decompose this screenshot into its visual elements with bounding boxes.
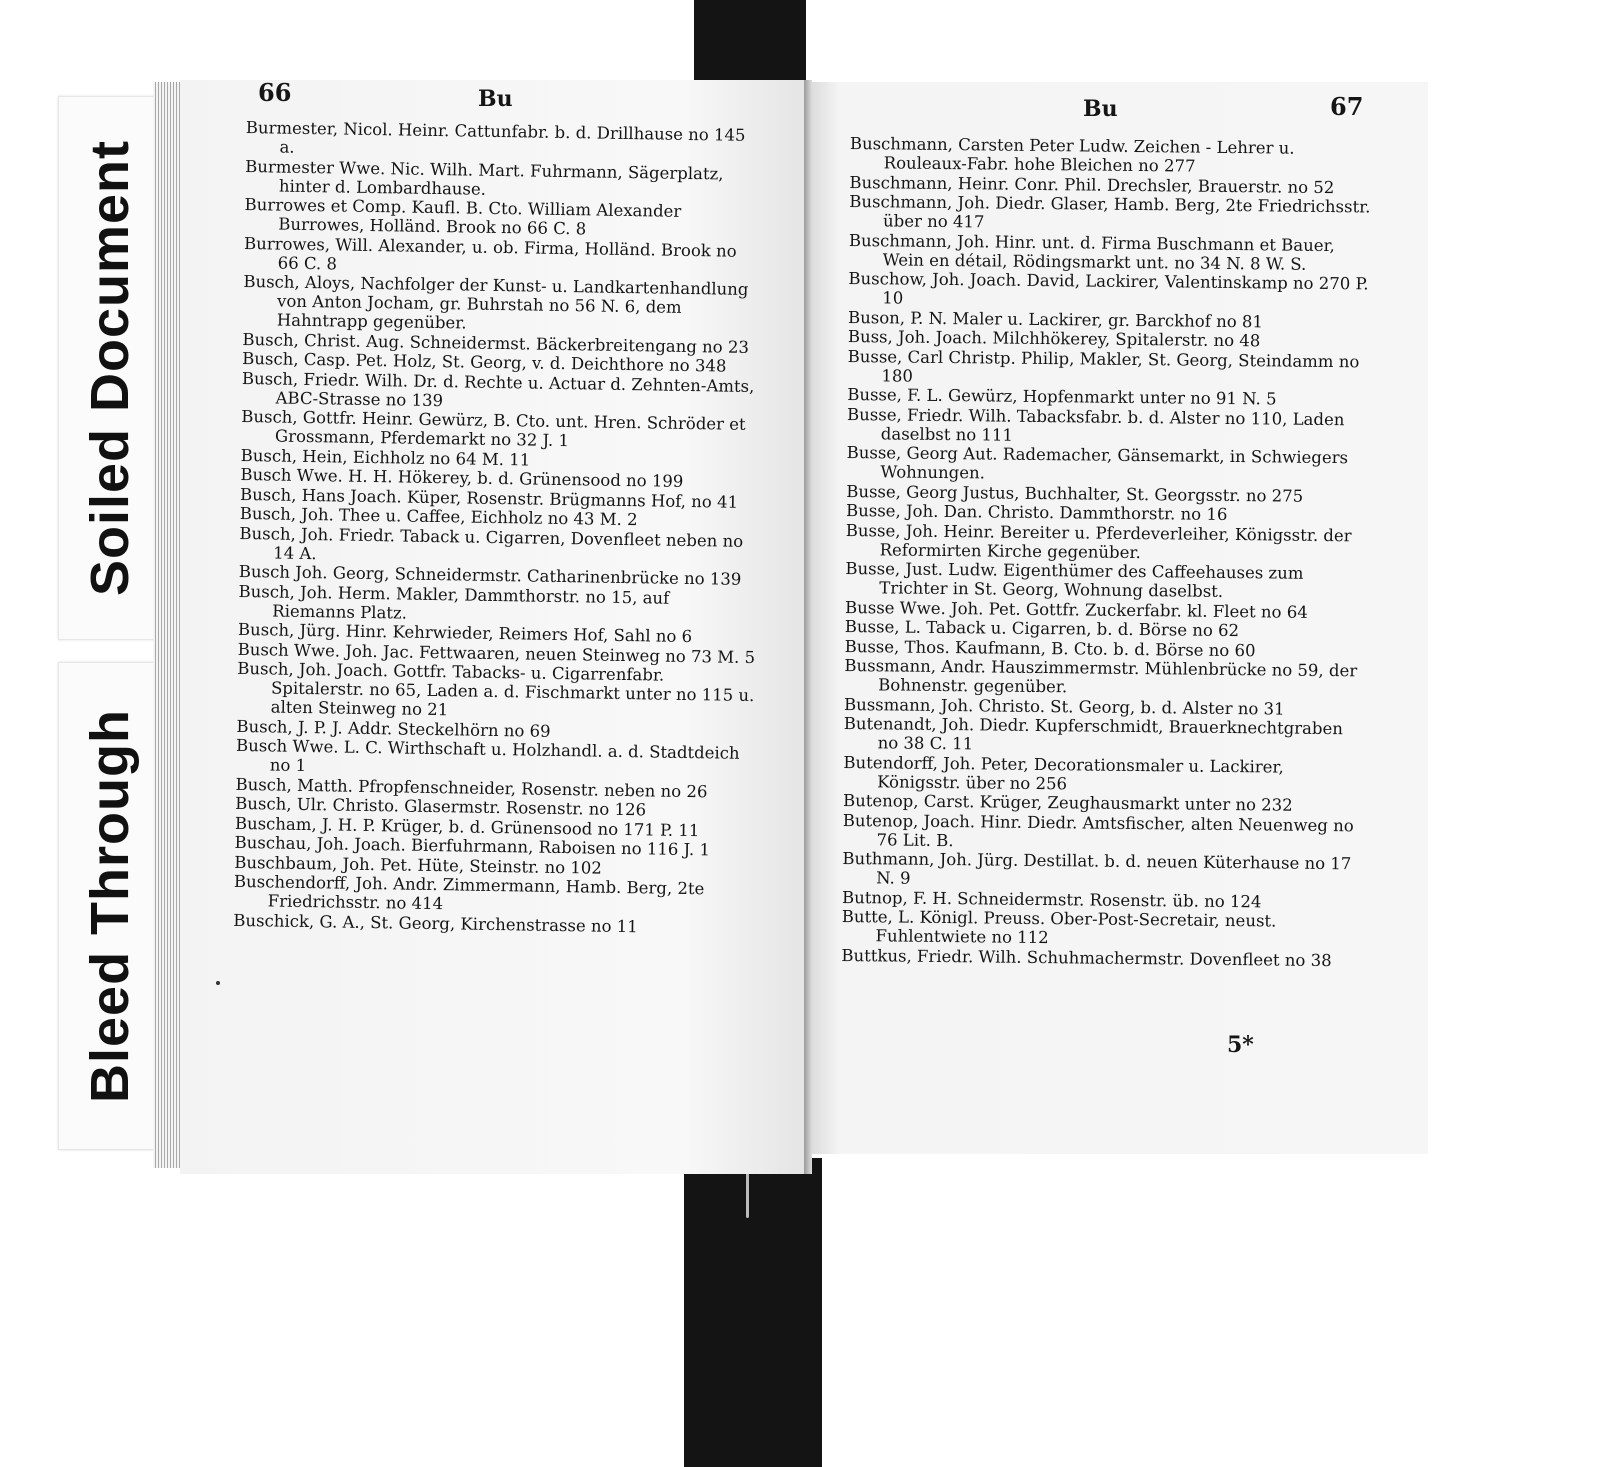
directory-entry: Buschow, Joh. Joach. David, Lackirer, Valentinskamp no 270 P. 10 [848,268,1369,308]
directory-entry: Buschmann, Joh. Hinr. unt. d. Firma Buschmann et Bauer, Wein en détail, Rödingsmarkt unt. no 34 N. 8 W. S. [848,230,1335,274]
left-page-header: Bu [478,86,513,112]
directory-entry: Buscham, J. H. P. Krüger, b. d. Grünensood no 171 P. 11 [234,813,700,840]
directory-entry: Burrowes, Will. Alexander, u. ob. Firma, Holländ. Brook no 66 C. 8 [243,233,737,273]
directory-entry: Butenop, Carst. Krüger, Zeughausmarkt unter no 232 [842,790,1293,815]
bleed-through-label [58,662,162,1150]
directory-entry: Buson, P. N. Maler u. Lackirer, gr. Barckhof no 81 [847,307,1264,331]
directory-entry: Buschbaum, Joh. Pet. Hüte, Steinstr. no 102 [234,852,603,878]
directory-entry: Busch, Joh. Herm. Makler, Dammthorstr. no 15, auf Riemanns Platz. [238,581,670,623]
bleed-through-text: Bleed Through [80,709,140,1103]
directory-entry: Busch, Gottfr. Heinr. Gewürz, B. Cto. unt. Hren. Schröder et Grossmann, Pferdemarkt no 32 J. 1 [241,406,746,451]
directory-entry: Busch Wwe. L. C. Wirthschaft u. Holzhandl. a. d. Stadtdeich no 1 [235,735,740,776]
directory-entry: Busch, Friedr. Wilh. Dr. d. Rechte u. Actuar d. Zehnten-Amts, ABC-Strasse no 139 [241,368,755,410]
directory-entry: Busch, Casp. Pet. Holz, St. Georg, v. d. Deichthore no 348 [242,348,727,376]
directory-entry: Busch, J. P. J. Addr. Steckelhörn no 69 [236,716,551,741]
directory-entry: Busch, Joh. Friedr. Taback u. Cigarren, Dovenfleet neben no 14 A. [239,523,744,563]
soiled-document-text: Soiled Document [80,139,140,597]
directory-entry: Busch, Hans Joach. Küper, Rosenstr. Brügmanns Hof, no 41 [239,484,739,512]
directory-entry: Buschau, Joh. Joach. Bierfuhrmann, Raboisen no 116 J. 1 [234,832,711,860]
directory-entry: Buthmann, Joh. Jürg. Destillat. b. d. neuen Küterhause no 17 N. 9 [842,848,1352,888]
directory-entry: Busse, Georg Aut. Rademacher, Gänsemarkt, in Schwiegers Wohnungen. [846,442,1349,483]
directory-entry: Busse, Joh. Heinr. Bereiter u. Pferdeverleiher, Königsstr. der Reformirten Kirche gegenüber. [845,520,1352,562]
book-gutter [804,80,812,1174]
directory-entry: Bussmann, Andr. Hauszimmermstr. Mühlenbrücke no 59, der Bohnenstr. gegenüber. [844,655,1358,697]
directory-entry: Buttkus, Friedr. Wilh. Schuhmachermstr. Dovenfleet no 38 [841,945,1332,970]
directory-entry: Busse, F. L. Gewürz, Hopfenmarkt unter no 91 N. 5 [847,384,1277,409]
directory-entry: Busse, L. Taback u. Cigarren, b. d. Börse no 62 [844,616,1240,641]
directory-entry: Busch, Hein, Eichholz no 64 M. 11 [240,445,531,470]
directory-entry: Busch, Ulr. Christo. Glasermstr. Rosenstr. no 126 [235,793,647,820]
scanner-strip-bottom [684,1158,822,1467]
scanner-strip-top [694,0,806,92]
right-page-number: 67 [1330,92,1364,121]
directory-entry: Busch Wwe. H. H. Hökerey, b. d. Grünensood no 199 [240,464,684,491]
directory-entry: Buss, Joh. Joach. Milchhökerey, Spitalerstr. no 48 [847,326,1261,351]
directory-entry: Bussmann, Joh. Christo. St. Georg, b. d. Alster no 31 [843,694,1285,719]
directory-entry: Burmester, Nicol. Heinr. Cattunfabr. b. d. Drillhause no 145 a. [245,118,746,157]
ink-speck [216,981,220,985]
directory-entry: Busch, Matth. Pfropfenschneider, Rosenstr. neben no 26 [235,774,708,801]
left-entry-list [233,118,764,938]
right-page-header: Bu [1083,96,1118,122]
directory-entry: Butendorff, Joh. Peter, Decorationsmaler u. Lackirer, Königsstr. über no 256 [843,752,1284,793]
directory-entry: Buschmann, Joh. Diedr. Glaser, Hamb. Berg, 2te Friedrichsstr. über no 417 [849,191,1371,232]
right-entry-list [841,134,1374,970]
directory-entry: Busch, Jürg. Hinr. Kehrwieder, Reimers Hof, Sahl no 6 [237,619,693,647]
directory-entry: Butnop, F. H. Schneidermstr. Rosenstr. üb. no 124 [841,887,1262,911]
directory-entry: Burmester Wwe. Nic. Wilh. Mart. Fuhrmann, Sägerplatz, hinter d. Lombardhause. [245,156,724,199]
signature-mark: 5* [1227,1032,1254,1058]
directory-entry: Butte, L. Königl. Preuss. Ober-Post-Secretair, neust. Fuhlentwiete no 112 [841,906,1277,948]
directory-entry: Busch, Joh. Joach. Gottfr. Tabacks- u. Cigarrenfabr. Spitalerstr. no 65, Laden a. d. Fischmarkt unter no 115 u. alten Steinweg no 21 [237,658,755,720]
directory-entry: Busch, Aloys, Nachfolger der Kunst- u. Landkartenhandlung von Anton Jocham, gr. Buhrstah no 56 N. 6, dem Hahntrapp gegenüber. [243,271,749,333]
directory-entry: Busse, Friedr. Wilh. Tabacksfabr. b. d. Alster no 110, Laden daselbst no 111 [846,404,1345,445]
soiled-document-label [58,96,162,640]
directory-entry: Burrowes et Comp. Kaufl. B. Cto. William Alexander Burrowes, Holländ. Brook no 66 C. 8 [244,194,682,239]
directory-entry: Busse Wwe. Joh. Pet. Gottfr. Zuckerfabr. kl. Fleet no 64 [844,597,1308,622]
directory-entry: Buschmann, Carsten Peter Ludw. Zeichen - Lehrer u. Rouleaux-Fabr. hohe Bleichen no 277 [849,134,1295,176]
directory-entry: Buschendorff, Joh. Andr. Zimmermann, Hamb. Berg, 2te Friedrichsstr. no 414 [233,871,705,914]
directory-entry: Busse, Just. Ludw. Eigenthümer des Caffeehauses zum Trichter in St. Georg, Wohnung daselbst. [845,558,1304,601]
directory-entry: Busch Joh. Georg, Schneidermstr. Catharinenbrücke no 139 [238,561,742,589]
directory-entry: Buschick, G. A., St. Georg, Kirchenstrasse no 11 [233,910,638,936]
directory-entry: Busse, Georg Justus, Buchhalter, St. Georgsstr. no 275 [846,481,1304,506]
directory-entry: Busse, Carl Christp. Philip, Makler, St. Georg, Steindamm no 180 [847,346,1360,386]
directory-entry: Busch Wwe. Joh. Jac. Fettwaaren, neuen Steinweg no 73 M. 5 [237,639,756,667]
directory-entry: Busch, Christ. Aug. Schneidermst. Bäckerbreitengang no 23 [242,329,750,357]
directory-entry: Butenop, Joach. Hinr. Diedr. Amtsfischer, alten Neuenweg no 76 Lit. B. [842,810,1354,850]
directory-entry: Buschmann, Heinr. Conr. Phil. Drechsler, Brauerstr. no 52 [849,172,1335,197]
directory-entry: Busse, Joh. Dan. Christo. Dammthorstr. no 16 [845,500,1228,524]
directory-entry: Busse, Thos. Kaufmann, B. Cto. b. d. Börse no 60 [844,636,1256,660]
left-page-number: 66 [258,78,292,107]
directory-entry: Butenandt, Joh. Diedr. Kupferschmidt, Brauerknechtgraben no 38 C. 11 [843,713,1343,754]
directory-entry: Busch, Joh. Thee u. Caffee, Eichholz no 43 M. 2 [239,503,638,530]
